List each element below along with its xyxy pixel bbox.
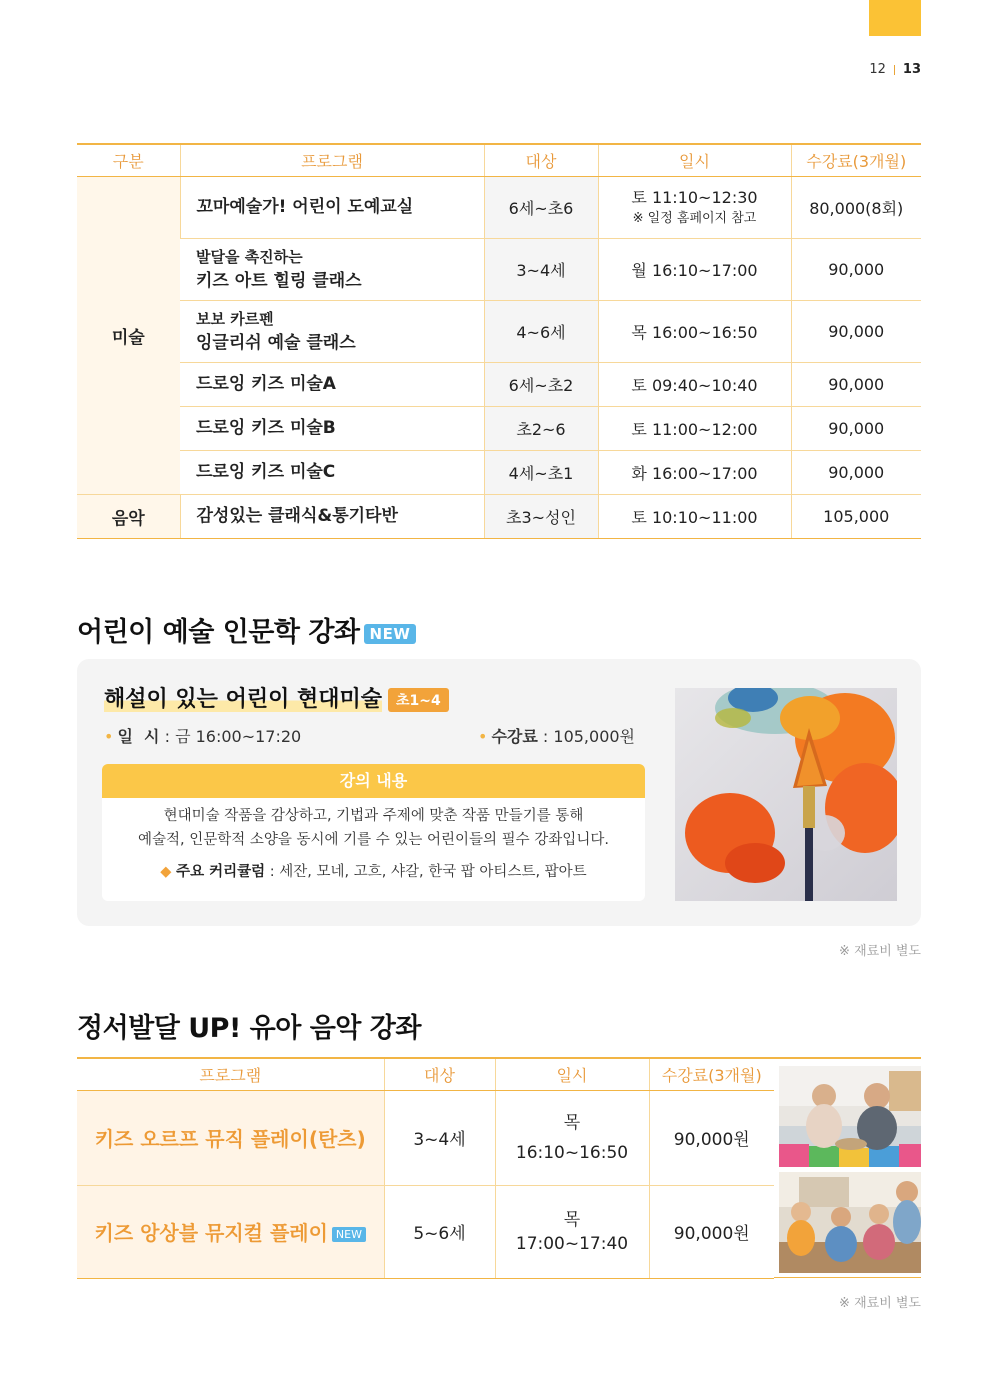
target-cell: 3~4세 — [384, 1090, 495, 1185]
page-numbers — [869, 62, 921, 77]
fee-cell: 80,000(8회) — [791, 176, 921, 238]
schedule-cell: 목 17:00~17:40 — [495, 1185, 649, 1278]
fee-cell: 105,000 — [791, 494, 921, 538]
fee-cell: 90,000원 — [649, 1185, 774, 1278]
schedule-cell: 화 16:00~17:00 — [598, 450, 791, 494]
corner-tab — [869, 0, 921, 36]
table-bottom-rule — [774, 1277, 921, 1278]
curriculum-line: ◆ 주요 커리큘럼 : 세잔, 모네, 고흐, 샤갈, 한국 팝 아티스트, 팝아트 — [160, 864, 587, 880]
age-badge: 초1~4 — [388, 688, 449, 712]
program-name: 꼬마예술가! 어린이 도예교실 — [180, 176, 484, 238]
table-row — [77, 406, 921, 450]
table-row — [77, 238, 921, 300]
material-fee-note: ※ 재료비 별도 — [839, 944, 921, 959]
kids-music-photo-2 — [779, 1172, 921, 1273]
category-music: 음악 — [77, 494, 180, 538]
table-row — [77, 1185, 774, 1278]
target-cell: 3~4세 — [484, 238, 598, 300]
header-program: 프로그램 — [180, 144, 484, 176]
schedule-cell: 목 16:10~16:50 — [495, 1090, 649, 1185]
table-row — [77, 362, 921, 406]
program-name: 감성있는 클래식&통기타반 — [180, 494, 484, 538]
content-line: 예술적, 인문학적 소양을 동시에 기를 수 있는 어린이들의 필수 강좌입니다. — [138, 832, 609, 848]
fee-cell: 90,000 — [791, 362, 921, 406]
target-cell: 6세~초2 — [484, 362, 598, 406]
new-badge: NEW — [332, 1227, 366, 1242]
target-cell: 4~6세 — [484, 300, 598, 362]
kids-music-photo-1 — [779, 1066, 921, 1167]
new-badge: NEW — [364, 624, 417, 644]
schedule-cell: 토 09:40~10:40 — [598, 362, 791, 406]
table-row — [77, 450, 921, 494]
table-row — [77, 1090, 774, 1185]
fee-cell: 90,000원 — [649, 1090, 774, 1185]
program-name: 키즈 앙상블 뮤지컬 플레이 NEW — [77, 1185, 384, 1278]
table-top-rule — [774, 1057, 921, 1059]
schedule-cell: 토 11:10~12:30 ※ 일정 홈페이지 참고 — [598, 176, 791, 238]
header-fee: 수강료(3개월) — [649, 1058, 774, 1090]
paint-brush-image — [675, 688, 897, 901]
art-music-table — [77, 143, 921, 539]
table-row — [77, 300, 921, 362]
header-program: 프로그램 — [77, 1058, 384, 1090]
schedule-cell: 목 16:00~16:50 — [598, 300, 791, 362]
fee-cell: 90,000 — [791, 450, 921, 494]
course-fee: • 수강료 : 105,000원 — [478, 727, 636, 746]
course-title: 해설이 있는 어린이 현대미술 초1~4 — [104, 682, 449, 713]
program-name: 드로잉 키즈 미술C — [180, 450, 484, 494]
table-row — [77, 176, 921, 238]
category-art: 미술 — [77, 176, 180, 494]
target-cell: 5~6세 — [384, 1185, 495, 1278]
header-schedule: 일시 — [495, 1058, 649, 1090]
target-cell: 4세~초1 — [484, 450, 598, 494]
music-table — [77, 1057, 774, 1279]
fee-cell: 90,000 — [791, 406, 921, 450]
page-number-divider — [894, 65, 895, 75]
fee-cell: 90,000 — [791, 300, 921, 362]
table-header-row — [77, 144, 921, 176]
section-title-music: 정서발달 UP! 유아 음악 강좌 — [77, 1013, 421, 1044]
target-cell: 초2~6 — [484, 406, 598, 450]
header-target: 대상 — [384, 1058, 495, 1090]
schedule-cell: 토 11:00~12:00 — [598, 406, 791, 450]
section-title-art-humanities: 어린이 예술 인문학 강좌 NEW — [77, 610, 416, 649]
table-header-row — [77, 1058, 774, 1090]
course-schedule: • 일 시 : 금 16:00~17:20 — [104, 727, 302, 746]
content-body — [102, 798, 645, 886]
header-target: 대상 — [484, 144, 598, 176]
fee-cell: 90,000 — [791, 238, 921, 300]
header-schedule: 일시 — [598, 144, 791, 176]
target-cell: 초3~성인 — [484, 494, 598, 538]
material-fee-note: ※ 재료비 별도 — [839, 1296, 921, 1311]
program-name: 보보 카르펜 잉글리쉬 예술 클래스 — [180, 300, 484, 362]
program-name: 발달을 촉진하는 키즈 아트 힐링 클래스 — [180, 238, 484, 300]
page-number-right: 13 — [902, 62, 921, 77]
program-name: 키즈 오르프 뮤직 플레이(탄츠) — [77, 1090, 384, 1185]
course-content-box — [102, 764, 645, 901]
target-cell: 6세~초6 — [484, 176, 598, 238]
table-row — [77, 494, 921, 538]
schedule-cell: 월 16:10~17:00 — [598, 238, 791, 300]
program-name: 드로잉 키즈 미술A — [180, 362, 484, 406]
content-heading: 강의 내용 — [102, 764, 645, 798]
page-number-left: 12 — [869, 62, 886, 77]
header-fee: 수강료(3개월) — [791, 144, 921, 176]
diamond-bullet-icon: ◆ — [160, 864, 172, 880]
schedule-cell: 토 10:10~11:00 — [598, 494, 791, 538]
header-category: 구분 — [77, 144, 180, 176]
program-name: 드로잉 키즈 미술B — [180, 406, 484, 450]
content-line: 현대미술 작품을 감상하고, 기법과 주제에 맞춘 작품 만들기를 통해 — [163, 808, 584, 824]
